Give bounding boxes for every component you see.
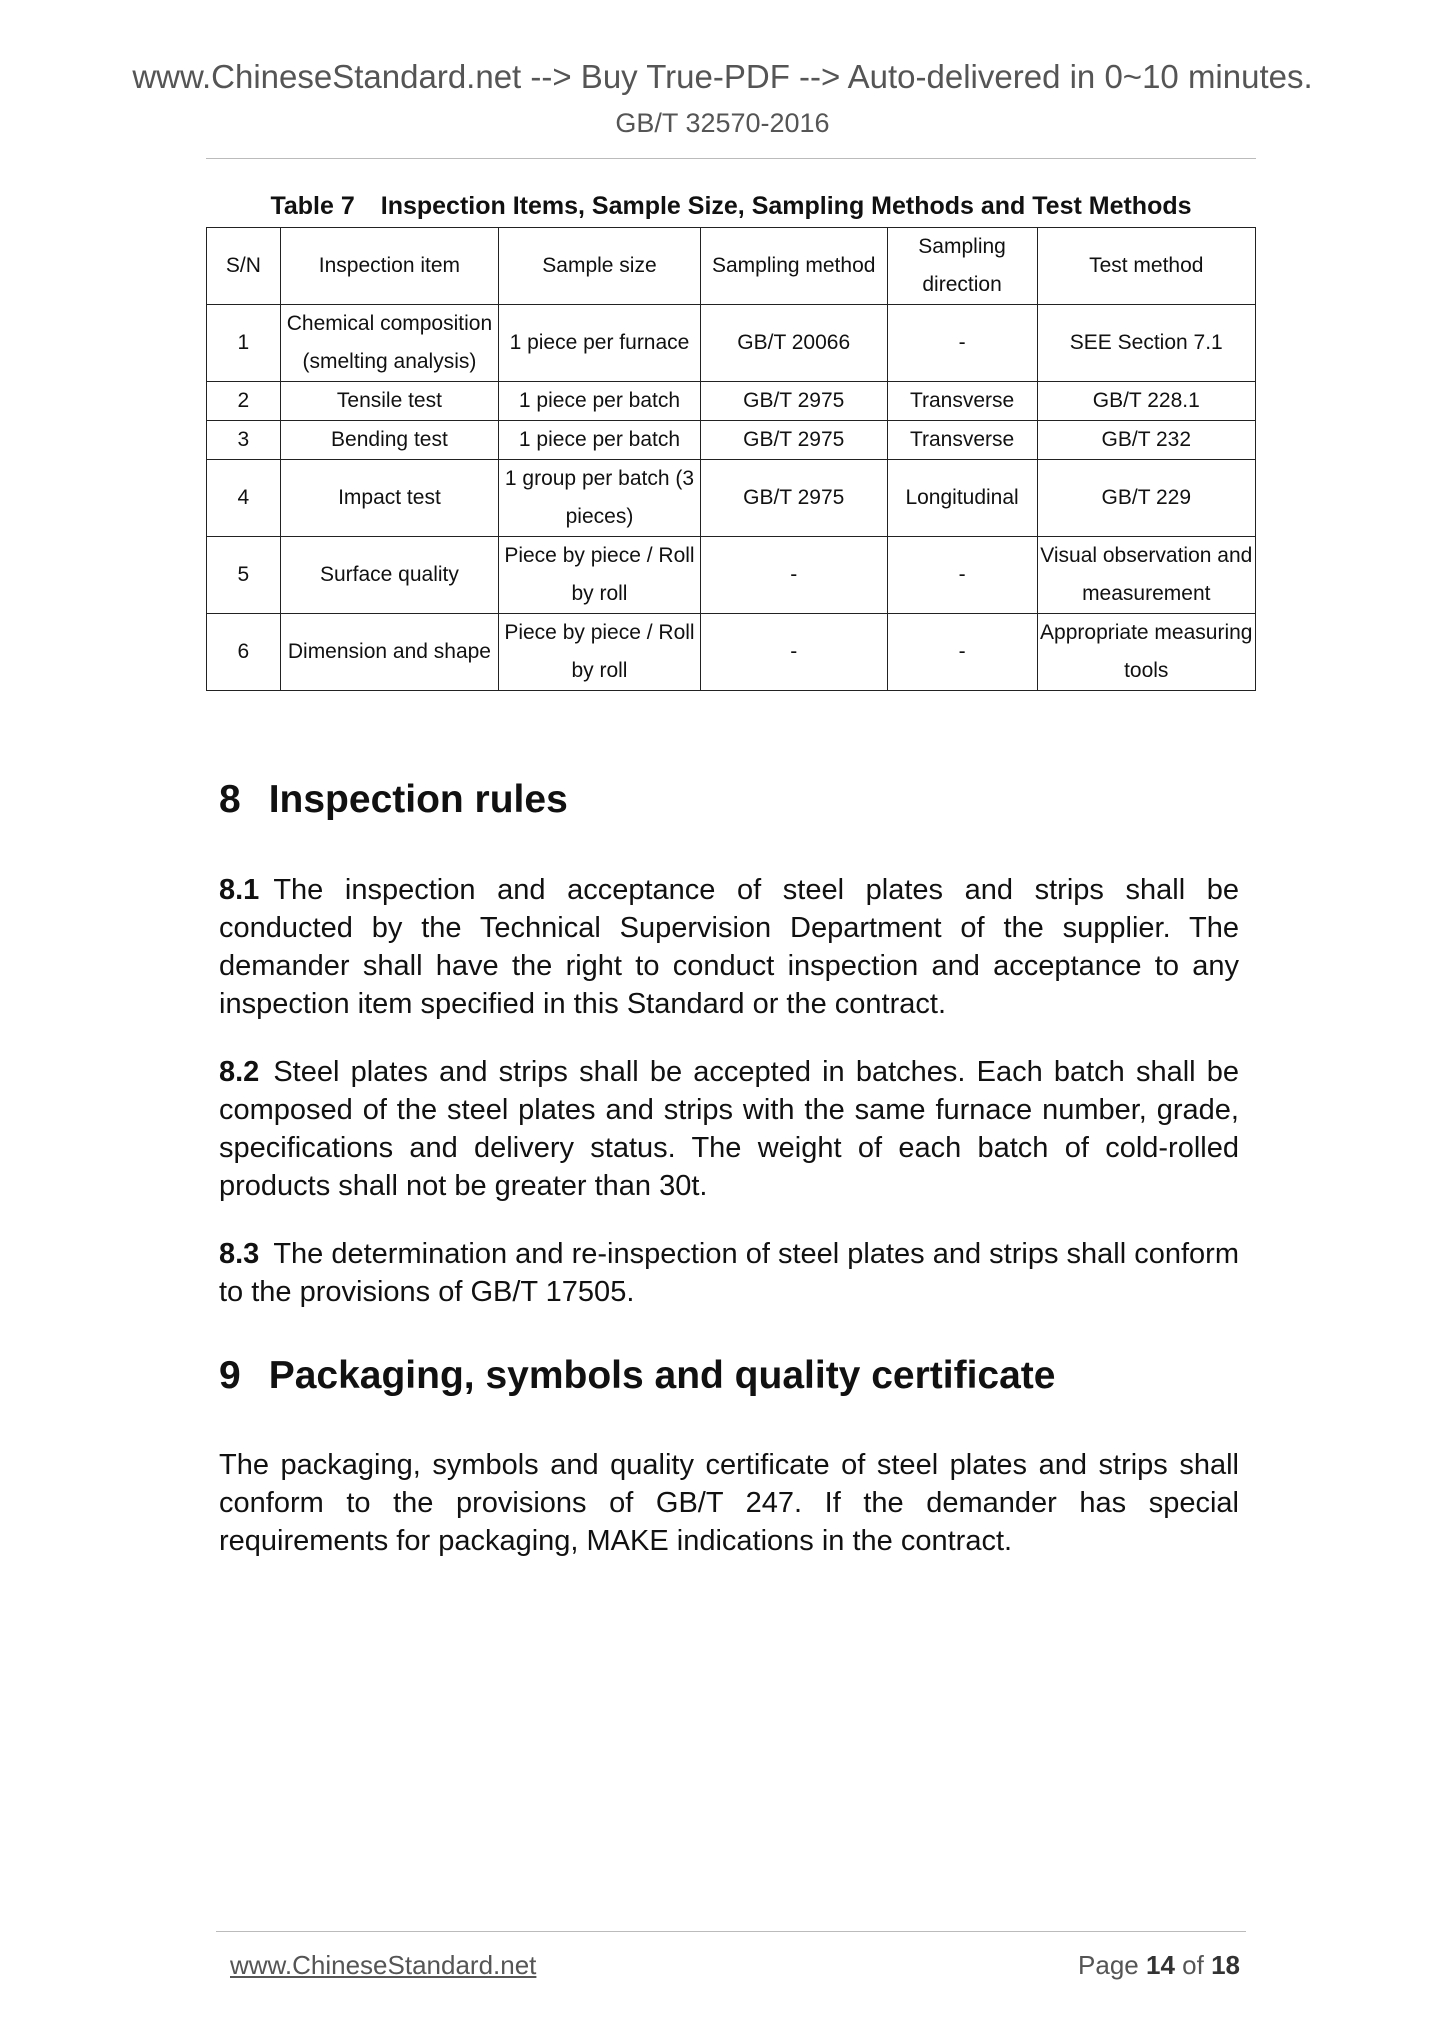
col-header-sample-size: Sample size bbox=[499, 228, 701, 305]
clause-8-3 bbox=[219, 1235, 1239, 1311]
clause-number: 8.1 bbox=[219, 874, 260, 906]
table-header-row bbox=[207, 228, 1256, 305]
cell-sn: 5 bbox=[207, 537, 281, 614]
clause-text: The determination and re-inspection of steel plates and strips shall conform to the provisions of GB/T 17505. bbox=[219, 1238, 1239, 1308]
table-row bbox=[207, 537, 1256, 614]
section-9-paragraph: The packaging, symbols and quality certificate of steel plates and strips shall conform to the provisions of GB/T 247. If the demander has special requirements for packaging, MAKE indications in the contract. bbox=[219, 1449, 1239, 1557]
footer-divider bbox=[216, 1931, 1246, 1932]
cell-inspection-item: Bending test bbox=[280, 421, 498, 460]
cell-sampling-direction: Longitudinal bbox=[887, 460, 1037, 537]
cell-sn: 1 bbox=[207, 305, 281, 382]
clause-number: 8.3 bbox=[219, 1238, 260, 1270]
clause-8-2 bbox=[219, 1053, 1239, 1205]
cell-sn: 3 bbox=[207, 421, 281, 460]
cell-inspection-item: Tensile test bbox=[280, 382, 498, 421]
clause-8-1 bbox=[219, 871, 1239, 1023]
header-divider bbox=[206, 158, 1256, 159]
cell-inspection-item: Chemical composition (smelting analysis) bbox=[280, 305, 498, 382]
section-8-heading bbox=[219, 778, 568, 822]
cell-test-method: Visual observation and measurement bbox=[1037, 537, 1255, 614]
cell-test-method: Appropriate measuring tools bbox=[1037, 614, 1255, 691]
cell-sample-size: 1 piece per batch bbox=[499, 382, 701, 421]
cell-sn: 4 bbox=[207, 460, 281, 537]
header-banner: www.ChineseStandard.net --> Buy True-PDF --> Auto-delivered in 0~10 minutes. bbox=[132, 58, 1313, 95]
cell-sampling-method: GB/T 2975 bbox=[700, 421, 887, 460]
cell-sampling-method: GB/T 2975 bbox=[700, 460, 887, 537]
page-word: Page bbox=[1078, 1950, 1139, 1980]
cell-sample-size: Piece by piece / Roll by roll bbox=[499, 537, 701, 614]
cell-sn: 2 bbox=[207, 382, 281, 421]
cell-sampling-direction: Transverse bbox=[887, 421, 1037, 460]
page-current: 14 bbox=[1146, 1950, 1175, 1980]
table-row bbox=[207, 382, 1256, 421]
table-row bbox=[207, 460, 1256, 537]
cell-test-method: GB/T 232 bbox=[1037, 421, 1255, 460]
cell-sampling-method: - bbox=[700, 614, 887, 691]
document-id: GB/T 32570-2016 bbox=[615, 108, 830, 138]
cell-sample-size: 1 piece per batch bbox=[499, 421, 701, 460]
cell-test-method: SEE Section 7.1 bbox=[1037, 305, 1255, 382]
col-header-sampling-direction: Sampling direction bbox=[887, 228, 1037, 305]
table-caption-number: Table 7 bbox=[270, 192, 355, 220]
cell-sampling-method: - bbox=[700, 537, 887, 614]
col-header-test-method: Test method bbox=[1037, 228, 1255, 305]
clause-text: Steel plates and strips shall be accepted in batches. Each batch shall be composed of the steel plates and strips with the same furnace number, grade, specifications and delivery status. The weight of each batch of cold-rolled products shall not be greater than 30t. bbox=[219, 1056, 1239, 1202]
cell-sampling-direction: - bbox=[887, 305, 1037, 382]
footer-website-link[interactable]: www.ChineseStandard.net bbox=[230, 1950, 537, 1980]
section-9-title: Packaging, symbols and quality certificate bbox=[268, 1354, 1056, 1397]
table-row bbox=[207, 421, 1256, 460]
col-header-inspection-item: Inspection item bbox=[280, 228, 498, 305]
cell-inspection-item: Dimension and shape bbox=[280, 614, 498, 691]
cell-sn: 6 bbox=[207, 614, 281, 691]
section-9-number: 9 bbox=[219, 1354, 241, 1397]
cell-sample-size: 1 piece per furnace bbox=[499, 305, 701, 382]
page-of: of bbox=[1182, 1950, 1204, 1980]
section-8-number: 8 bbox=[219, 778, 241, 821]
cell-test-method: GB/T 228.1 bbox=[1037, 382, 1255, 421]
cell-inspection-item: Surface quality bbox=[280, 537, 498, 614]
section-8-title: Inspection rules bbox=[268, 778, 568, 821]
cell-inspection-item: Impact test bbox=[280, 460, 498, 537]
clause-number: 8.2 bbox=[219, 1056, 260, 1088]
section-9-heading bbox=[219, 1354, 1055, 1398]
cell-sample-size: 1 group per batch (3 pieces) bbox=[499, 460, 701, 537]
cell-sampling-direction: Transverse bbox=[887, 382, 1037, 421]
cell-sampling-method: GB/T 2975 bbox=[700, 382, 887, 421]
cell-test-method: GB/T 229 bbox=[1037, 460, 1255, 537]
cell-sampling-direction: - bbox=[887, 537, 1037, 614]
cell-sample-size: Piece by piece / Roll by roll bbox=[499, 614, 701, 691]
table-caption-title: Inspection Items, Sample Size, Sampling Methods and Test Methods bbox=[380, 192, 1192, 220]
table-caption bbox=[206, 192, 1256, 221]
page-indicator bbox=[1078, 1950, 1240, 1981]
col-header-sampling-method: Sampling method bbox=[700, 228, 887, 305]
table-row bbox=[207, 614, 1256, 691]
cell-sampling-method: GB/T 20066 bbox=[700, 305, 887, 382]
col-header-sn: S/N bbox=[207, 228, 281, 305]
clause-text: The inspection and acceptance of steel plates and strips shall be conducted by the Technical Supervision Department of the supplier. The demander shall have the right to conduct inspection and acceptance to any inspection item specified in this Standard or the contract. bbox=[219, 874, 1239, 1020]
cell-sampling-direction: - bbox=[887, 614, 1037, 691]
page-total: 18 bbox=[1211, 1950, 1240, 1980]
inspection-table bbox=[206, 227, 1256, 691]
table-row bbox=[207, 305, 1256, 382]
